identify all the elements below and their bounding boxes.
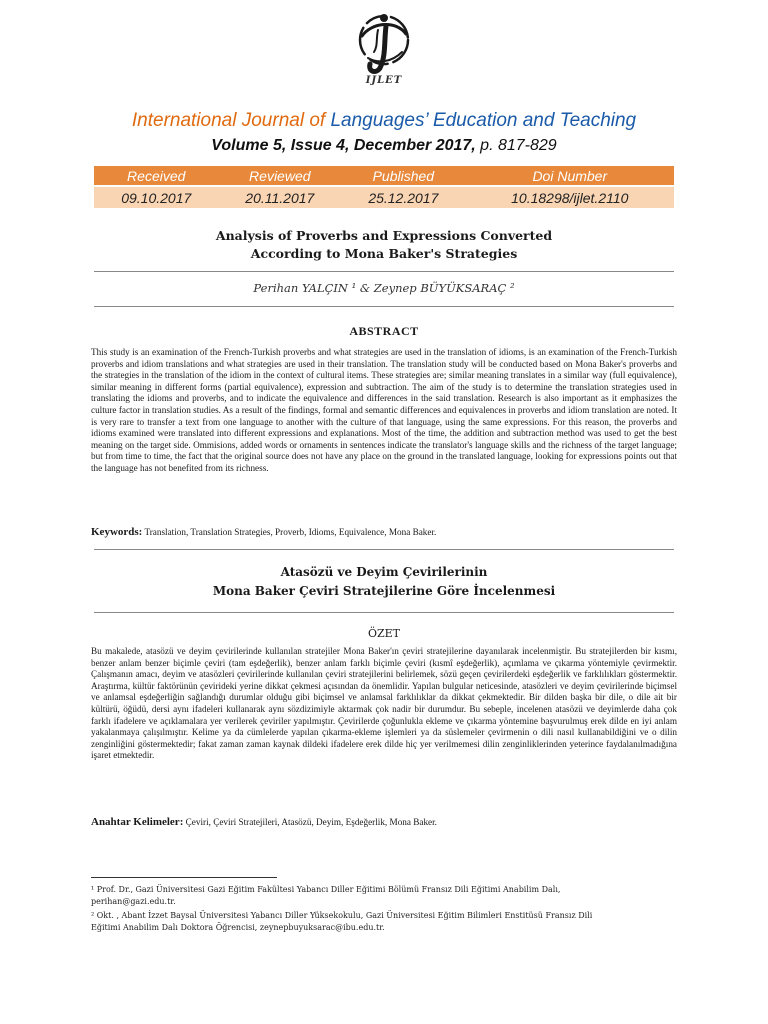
header-doi: Doi Number — [466, 166, 674, 186]
divider — [94, 612, 674, 613]
footnote-1-line1: ¹ Prof. Dr., Gazi Üniversitesi Gazi Eğitim Fakültesi Yabancı Diller Eğitimi Bölümü Fransız Dili Eğitimi Anabilim Dalı, — [91, 885, 561, 894]
footnote-2-line2: Eğitimi Anabilim Dalı Doktora Öğrencisi, zeynepbuyuksarac@ibu.edu.tr. — [91, 922, 385, 932]
doi-number: 10.18298/ijlet.2110 — [466, 186, 674, 208]
volume-issue: Volume 5, Issue 4, December 2017, — [211, 137, 476, 154]
keywords-list: Translation, Translation Strategies, Proverb, Idioms, Equivalence, Mona Baker. — [142, 527, 437, 537]
reviewed-date: 20.11.2017 — [218, 186, 341, 208]
footnote-1-line2: perihan@gazi.edu.tr. — [91, 896, 176, 906]
header-received: Received — [94, 166, 218, 186]
turkish-title-line1: Atasözü ve Deyim Çevirilerinin — [280, 565, 488, 579]
received-date: 09.10.2017 — [94, 186, 218, 208]
footnote-rule — [91, 877, 277, 878]
logo-caption: IJLET — [365, 75, 403, 86]
journal-name — [0, 110, 768, 132]
turkish-title-line2: Mona Baker Çeviri Stratejilerine Göre İncelenmesi — [212, 584, 556, 598]
ozet-keywords-label: Anahtar Kelimeler: — [91, 816, 184, 828]
divider — [94, 306, 674, 307]
turkish-title — [0, 563, 768, 601]
ozet-keywords-list: Çeviri, Çeviri Stratejileri, Atasözü, Deyim, Eşdeğerlik, Mona Baker. — [183, 817, 437, 827]
published-date: 25.12.2017 — [341, 186, 465, 208]
ozet-keywords — [91, 816, 677, 828]
footnote-2 — [91, 910, 681, 933]
publication-dates-table — [94, 166, 674, 208]
abstract-text: This study is an examination of the French-Turkish proverbs and what strategies are used in the translation of idioms, is an examination of the French-Turkish proverbs and idiom translations and what strategies are used in their translation. The translation study will be conducted based on Mona Baker's proverbs and the strategies in the translation of the idiom in the context of cultural items. These strategies are; similar meaning translates in a similar way (full equivalence), similar meaning in different forms (partial equivalence), expression and subtraction. The aim of the study is to determine the translation strategies used in translating the idioms and proverbs, and to indicate the equivalence and differences in the said translation. Research is also important as it emphasizes the culture factor in translation studies. As a result of the findings, formal and semantic differences and equivalences in proverbs and idiom translation are noted. It is very rare to transfer a text from one language to another with the culture of that language, using the same expressions. For this reason, the proverbs and idioms examined were translated into different expressions and explanations. Most of the time, the addition and subtraction method was used to get the best meaning on the target side. Ommisions, added words or ornaments in sentences indicate the translator's language skills and the richness of the target language; but from time to time, the fact that the original source does not have any place on the ground in the translated language, looking for expressions points out that the language has not benefited from its richness. — [91, 347, 677, 473]
page-range: p. 817-829 — [475, 137, 557, 154]
footnote-2-line1: ² Okt. , Abant İzzet Baysal Üniversitesi Yabancı Diller Yüksekokulu, Gazi Üniversitesi Eğitim Bilimleri Enstitüsü Fransız Dili — [91, 911, 593, 920]
keywords — [91, 526, 677, 538]
article-title — [0, 227, 768, 263]
journal-name-part2: Languages’ Education and Teaching — [330, 110, 637, 131]
footnote-1 — [91, 884, 681, 907]
dates-header-row — [94, 166, 674, 186]
article-title-line2: According to Mona Baker's Strategies — [250, 246, 518, 261]
abstract-heading: ABSTRACT — [349, 324, 419, 338]
ozet-text: Bu makalede, atasözü ve deyim çevirilerinde kullanılan stratejiler Mona Baker'ın çeviri stratejilerine dayanılarak incelenmiştir. Bu stratejilerden bir kısmı, benzer anlam benzer biçimle çeviri (tam eşdeğerlik), benzer anlam farklı biçimle çeviri (kısmî eşdeğerlik), açımlama ve çıkarma yöntemiyle çevirmektir. Çalışmanın amacı, deyim ve atasözleri çevirilerinde kullanılan çeviri stratejilerini belirlemek, sözü geçen çevirilerdeki eşdeğerlik ve farklılıkları göstermektir. Araştırma, kültür faktörünün çevirideki yerine dikkat çekmesi açısından da önemlidir. Yapılan bulgular neticesinde, atasözleri ve deyim çevirilerinde biçimsel ve anlamsal eşdeğerliğin sağlandığı durumlar olduğu gibi biçimsel ve anlamsal farklılıklar da dikkat çekmektedir. Bir dilden başka bir dile, o dile ait bir kültürü, öğüdü, dersi aynı ifadeleri kullanarak aynı sözdizimiyle aktarmak çok nadir bir durumdur. Bu sebeple, incelenen atasözü ve deyimlerde daha çok farklı ifadelere ve açıklamalara yer verilerek çeviriler yapılmıştır. Çevirilerde çoğunlukla ekleme ve çıkarma yöntemine başvurulmuş erek dilde en iyi anlam yakalanmaya çalışılmıştır. Kelime ya da cümlelerde yapılan çıkarma-ekleme işlemleri ya da süslemeler çevirmenin o dili nasıl kullanabildiğini ve o dilin zenginliğini göstermektedir; fakat zaman zaman kaynak dildeki ifadelere erek dilde hiç yer verilmemesi dilin zenginliklerinden yeterince faydalanılmadığına işaret etmektedir. — [91, 646, 677, 761]
ozet-heading: ÖZET — [367, 627, 401, 640]
divider — [94, 549, 674, 550]
issue-info — [0, 137, 768, 155]
journal-name-part1: International Journal of — [131, 110, 331, 131]
header-published: Published — [341, 166, 465, 186]
authors: Perihan YALÇIN ¹ & Zeynep BÜYÜKSARAÇ ² — [253, 281, 515, 295]
header-reviewed: Reviewed — [218, 166, 341, 186]
divider — [94, 271, 674, 272]
article-title-line1: Analysis of Proverbs and Expressions Converted — [215, 228, 553, 243]
dates-value-row — [94, 186, 674, 208]
keywords-label: Keywords: — [91, 526, 143, 538]
